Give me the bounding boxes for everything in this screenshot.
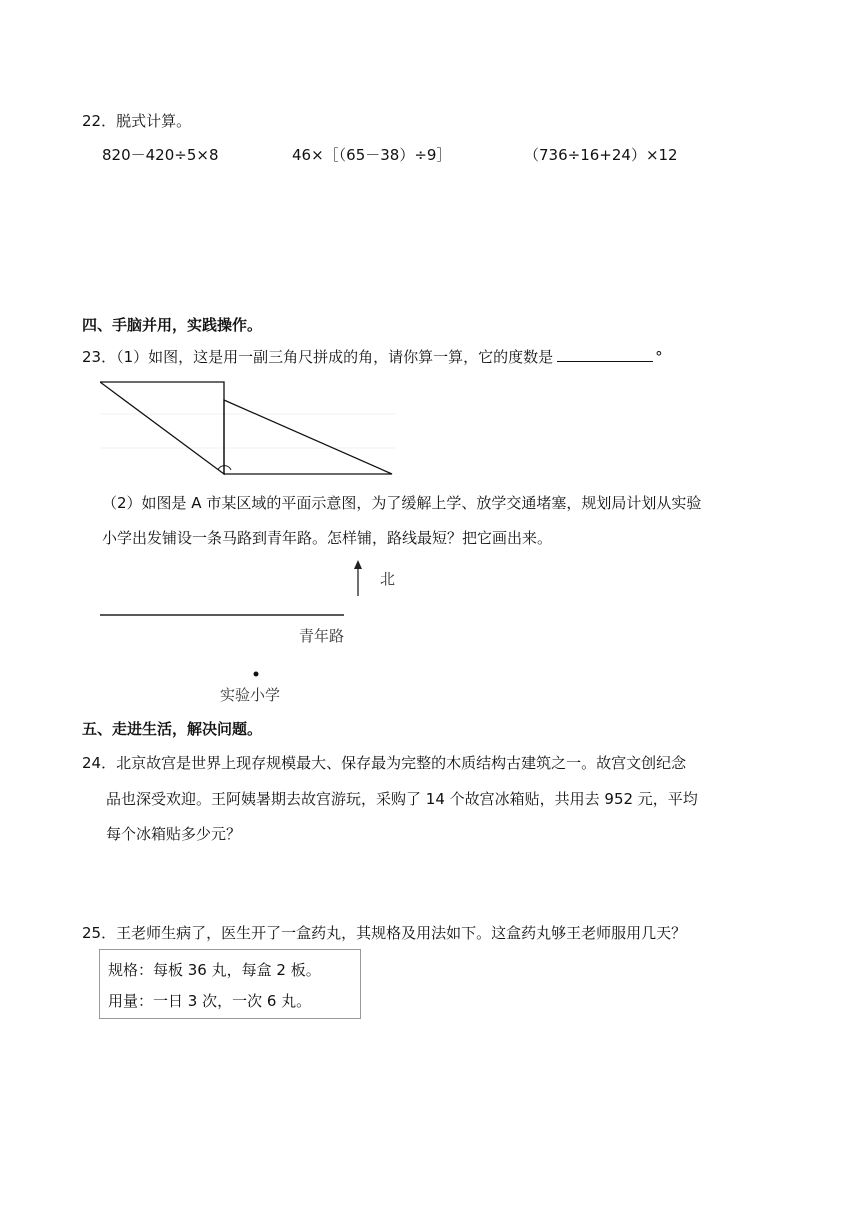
q22-header: [82, 110, 191, 131]
medicine-dosage: 用量：一日 3 次，一次 6 丸。: [108, 992, 312, 1010]
q25-line1: [82, 922, 686, 943]
q25-line1-text: 王老师生病了，医生开了一盒药丸，其规格及用法如下。这盒药丸够王老师服用几天？: [116, 924, 687, 942]
map-figure: [100, 556, 398, 706]
q24-number: 24．: [82, 754, 117, 772]
north-label: 北: [380, 570, 396, 588]
q25-number: 25．: [82, 924, 117, 942]
medicine-info-box: [99, 949, 361, 1019]
q22-expr-2: 46×［（65－38）÷9］: [292, 146, 452, 164]
q24-line2: 品也深受欢迎。王阿姨暑期去故宫游玩，采购了 14 个故宫冰箱贴，共用去 952 元，平均: [106, 790, 698, 808]
school-label: 实验小学: [220, 686, 281, 704]
school-point: [254, 672, 259, 677]
medicine-spec: 规格：每板 36 丸，每盒 2 板。: [108, 961, 321, 979]
q23-number: 23．: [82, 348, 117, 366]
q22-expr-3: （736÷16+24）×12: [524, 146, 678, 164]
youth-road-label: 青年路: [299, 627, 345, 645]
q22-expr-1: 820－420÷5×8: [102, 146, 219, 164]
q22-number: 22．: [82, 112, 117, 130]
q23-part2-line1: （2）如图是 A 市某区域的平面示意图，为了缓解上学、放学交通堵塞，规划局计划从实验: [102, 494, 702, 512]
degree-symbol: °: [655, 348, 663, 366]
triangle-ruler-figure: [100, 378, 396, 478]
q23-part2-line2: 小学出发铺设一条马路到青年路。怎样铺，路线最短？把它画出来。: [102, 529, 553, 547]
q22-title: 脱式计算。: [116, 112, 192, 130]
q23-part1-text: （1）如图，这是用一副三角尺拼成的角，请你算一算，它的度数是: [116, 348, 554, 366]
q24-line1: [82, 752, 686, 773]
section-4-heading: 四、手脑并用，实践操作。: [82, 316, 263, 334]
q24-line1-text: 北京故宫是世界上现存规模最大、保存最为完整的木质结构古建筑之一。故宫文创纪念: [116, 754, 687, 772]
q24-line3: 每个冰箱贴多少元？: [106, 825, 242, 843]
section-5-heading: 五、走进生活，解决问题。: [82, 720, 263, 738]
answer-blank[interactable]: [557, 347, 653, 362]
q23-part1: [82, 346, 663, 367]
